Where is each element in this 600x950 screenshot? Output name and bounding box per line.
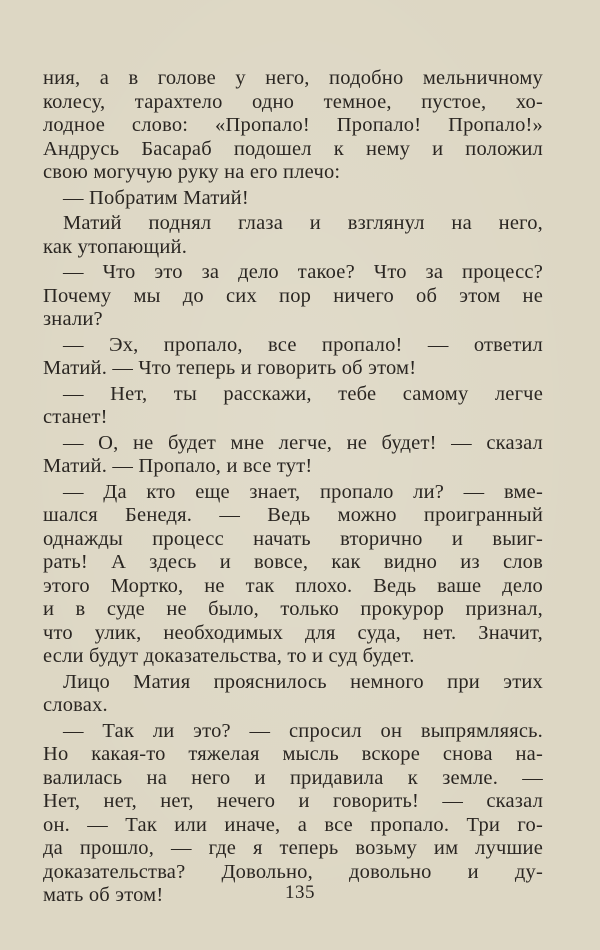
text-line: он. — Так или иначе, а все пропало. Три го- xyxy=(43,813,543,836)
text-line: как утопающий. xyxy=(43,235,188,258)
text-line: этого Мортко, не так плохо. Ведь ваше дело xyxy=(43,574,543,597)
text-line: Почему мы до сих пор ничего об этом не xyxy=(43,284,543,307)
text-line: словах. xyxy=(43,694,108,716)
text-line: да прошло, — где я теперь возьму им лучшие xyxy=(43,837,543,859)
text-line: рать! А здесь и вовсе, как видно из слов xyxy=(43,551,543,573)
text-line: мать об этом! xyxy=(43,884,164,906)
text-line: и в суде не было, только прокурор признал, xyxy=(43,598,543,620)
text-line: лодное слово: «Пропало! Пропало! Пропало!» xyxy=(43,114,543,136)
text-line: доказательства? Довольно, довольно и ду- xyxy=(43,860,543,883)
text-line: — Эх, пропало, все пропало! — ответил xyxy=(63,333,543,356)
text-line: Но какая-то тяжелая мысль вскоре снова на- xyxy=(43,743,543,765)
text-line: Матий. — Что теперь и говорить об этом! xyxy=(43,357,417,379)
text-line: Матий поднял глаза и взглянул на него, xyxy=(63,212,543,234)
text-line: — Да кто еще знает, пропало ли? — вме- xyxy=(63,480,543,503)
text-line: Андрусь Басараб подошел к нему и положил xyxy=(43,137,543,160)
text-line: станет! xyxy=(43,406,108,428)
text-line: если будут доказательства, то и суд будет. xyxy=(43,645,415,667)
text-line: — О, не будет мне легче, не будет! — сказал xyxy=(63,431,543,454)
text-line: — Так ли это? — спросил он выпрямляясь. xyxy=(63,719,543,742)
text-line: Лицо Матия прояснилось немного при этих xyxy=(63,670,543,693)
page-number: 135 xyxy=(285,882,315,903)
text-line: знали? xyxy=(43,308,103,330)
text-line: Матий. — Пропало, и все тут! xyxy=(43,455,313,477)
text-line: что улик, необходимых для суда, нет. Значит, xyxy=(43,621,543,644)
text-line: — Нет, ты расскажи, тебе самому легче xyxy=(63,382,543,405)
text-line: — Что это за дело такое? Что за процесс? xyxy=(63,261,543,283)
text-line: шался Бенедя. — Ведь можно проигранный xyxy=(43,504,543,526)
text-line: валилась на него и придавила к земле. — xyxy=(43,766,543,789)
body-text xyxy=(43,67,543,908)
text-line: — Побратим Матий! xyxy=(63,186,249,209)
text-line: ния, а в голове у него, подобно мельничному xyxy=(43,67,543,89)
text-line: свою могучую руку на его плечо: xyxy=(43,161,341,183)
text-line: колесу, тарахтело одно темное, пустое, хо- xyxy=(43,90,543,113)
text-line: Нет, нет, нет, нечего и говорить! — сказал xyxy=(43,790,543,812)
text-line: однажды процесс начать вторично и выиг- xyxy=(43,527,543,550)
